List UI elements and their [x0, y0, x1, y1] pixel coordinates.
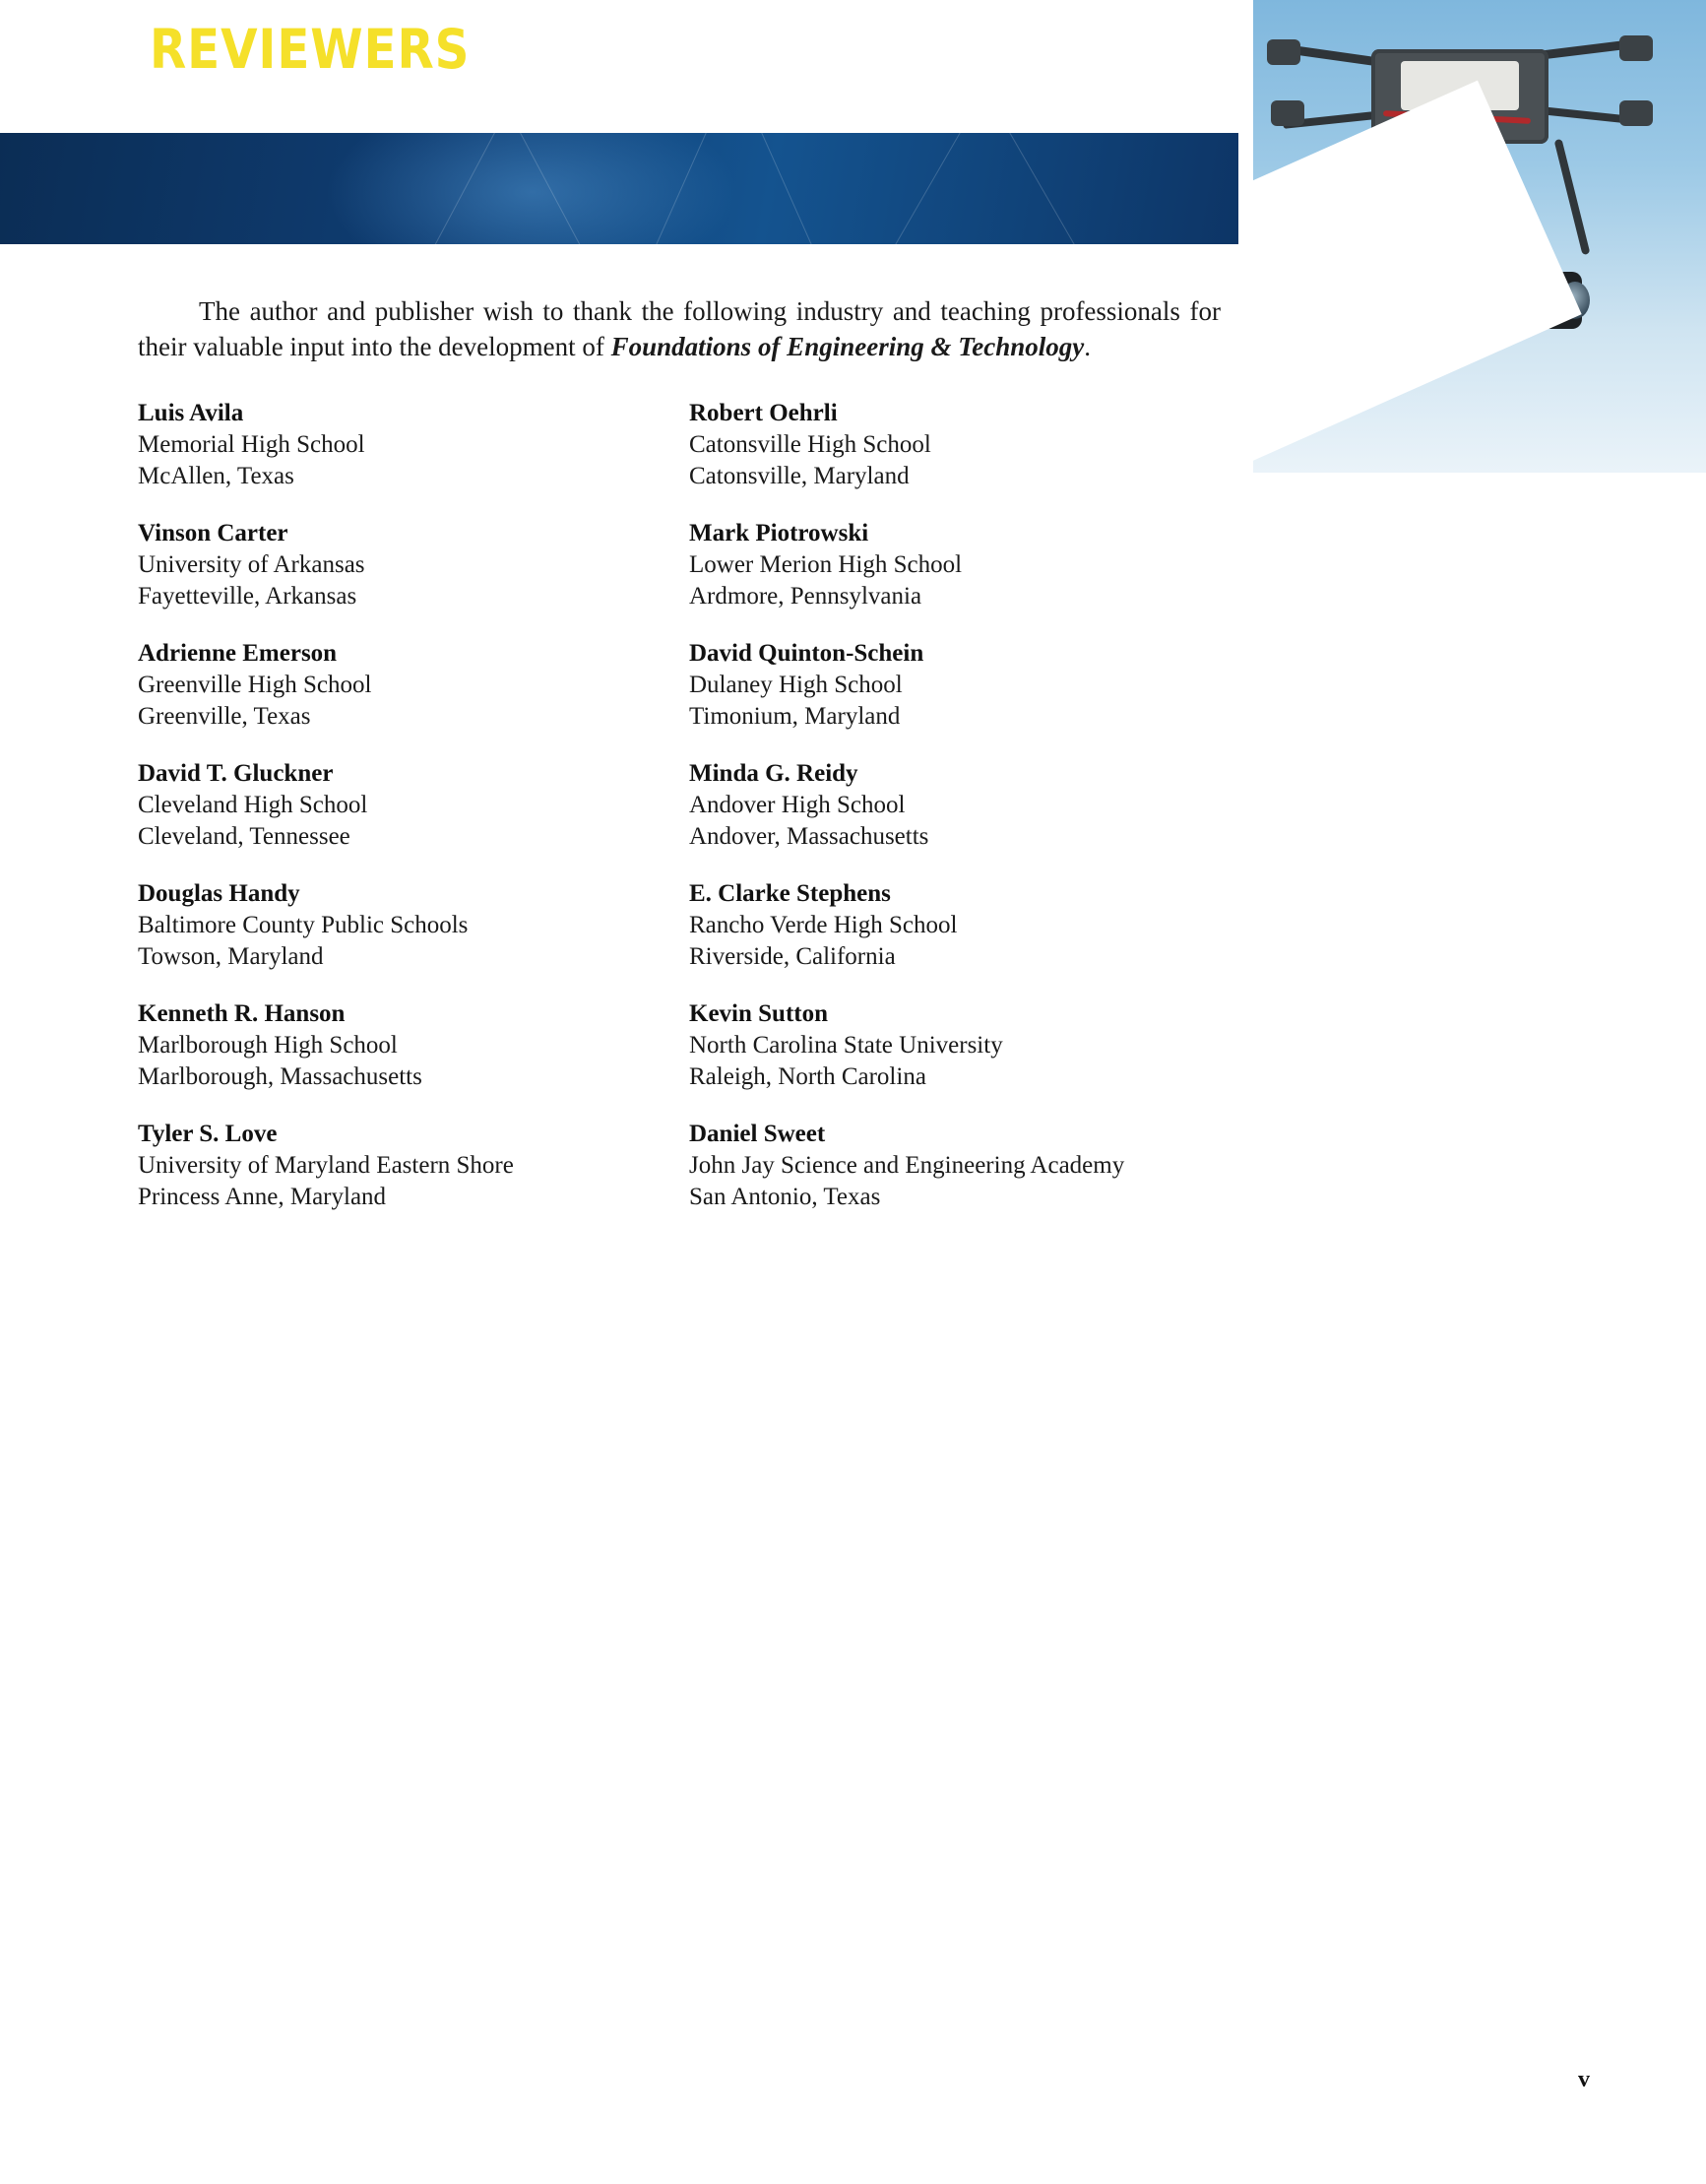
banner-facet [979, 133, 1108, 244]
reviewer-organization: Lower Merion High School [689, 551, 963, 578]
reviewer-location: Marlborough, Massachusetts [138, 1063, 422, 1090]
reviewer-name: E. Clarke Stephens [689, 880, 891, 907]
reviewer-location: San Antonio, Texas [689, 1184, 881, 1210]
reviewer-entry [689, 878, 1240, 973]
section-banner [0, 133, 1238, 244]
drone-rotor-hub [1619, 100, 1653, 126]
reviewer-location: Ardmore, Pennsylvania [689, 583, 922, 610]
reviewer-organization: Greenville High School [138, 672, 372, 698]
reviewer-organization: Memorial High School [138, 431, 365, 458]
reviewer-entry [689, 758, 1240, 853]
reviewer-location: Catonsville, Maryland [689, 463, 910, 489]
reviewer-name: Kenneth R. Hanson [138, 1000, 346, 1027]
reviewer-location: McAllen, Texas [138, 463, 294, 489]
reviewer-name: Mark Piotrowski [689, 520, 869, 546]
reviewer-organization: University of Arkansas [138, 551, 365, 578]
reviewer-entry [689, 518, 1240, 612]
banner-glow [325, 133, 738, 244]
reviewer-entry [689, 398, 1240, 492]
reviewers-right-column [689, 398, 1240, 1239]
reviewer-location: Timonium, Maryland [689, 703, 901, 730]
reviewer-organization: Andover High School [689, 792, 906, 818]
reviewer-organization: John Jay Science and Engineering Academy [689, 1152, 1125, 1179]
reviewer-organization: Dulaney High School [689, 672, 903, 698]
reviewer-name: Kevin Sutton [689, 1000, 829, 1027]
reviewer-location: Cleveland, Tennessee [138, 823, 350, 850]
reviewer-entry [689, 638, 1240, 733]
reviewer-location: Andover, Massachusetts [689, 823, 929, 850]
banner-facet [861, 133, 990, 244]
drone-rotor-hub [1267, 39, 1300, 65]
reviewer-name: Luis Avila [138, 400, 244, 426]
reviewer-entry [138, 758, 689, 853]
reviewer-location: Fayetteville, Arkansas [138, 583, 357, 610]
reviewer-entry [138, 878, 689, 973]
page-title: REVIEWERS [150, 18, 471, 81]
reviewer-organization: Rancho Verde High School [689, 912, 958, 938]
banner-facet [735, 133, 841, 244]
reviewers-list [138, 398, 1240, 1239]
reviewer-entry [689, 1119, 1240, 1213]
drone-landing-leg [1554, 139, 1591, 255]
reviewer-location: Greenville, Texas [138, 703, 311, 730]
reviewer-name: Minda G. Reidy [689, 760, 858, 787]
reviewer-entry [138, 1119, 689, 1213]
photo-left-mask [1243, 0, 1253, 473]
book-title: Foundations of Engineering & Technology [610, 331, 1085, 361]
reviewer-name: Daniel Sweet [689, 1121, 826, 1147]
reviewer-location: Princess Anne, Maryland [138, 1184, 387, 1210]
reviewer-name: Douglas Handy [138, 880, 300, 907]
reviewer-entry [138, 638, 689, 733]
drone-rotor-hub [1271, 100, 1304, 126]
reviewer-name: David T. Gluckner [138, 760, 334, 787]
drone-rotor-hub [1619, 35, 1653, 61]
intro-text-before: The author and publisher wish to thank the following industry and teaching professionals for their valuable input into the development of [138, 296, 1221, 361]
reviewer-name: David Quinton-Schein [689, 640, 924, 667]
page-number: v [1578, 2067, 1590, 2092]
reviewer-entry [138, 398, 689, 492]
reviewer-organization: Baltimore County Public Schools [138, 912, 469, 938]
reviewer-location: Raleigh, North Carolina [689, 1063, 926, 1090]
reviewer-name: Adrienne Emerson [138, 640, 338, 667]
reviewer-organization: Catonsville High School [689, 431, 931, 458]
reviewer-name: Tyler S. Love [138, 1121, 278, 1147]
reviewer-name: Robert Oehrli [689, 400, 838, 426]
reviewer-name: Vinson Carter [138, 520, 288, 546]
reviewer-organization: University of Maryland Eastern Shore [138, 1152, 514, 1179]
reviewer-organization: North Carolina State University [689, 1032, 1003, 1059]
reviewer-location: Towson, Maryland [138, 943, 324, 970]
intro-text-after: . [1084, 331, 1091, 361]
reviewer-organization: Cleveland High School [138, 792, 368, 818]
reviewer-entry [138, 518, 689, 612]
reviewer-organization: Marlborough High School [138, 1032, 398, 1059]
reviewers-left-column [138, 398, 689, 1239]
reviewer-location: Riverside, California [689, 943, 896, 970]
reviewer-entry [689, 998, 1240, 1093]
reviewer-entry [138, 998, 689, 1093]
intro-paragraph [138, 294, 1221, 364]
drone-photo [1243, 0, 1706, 473]
